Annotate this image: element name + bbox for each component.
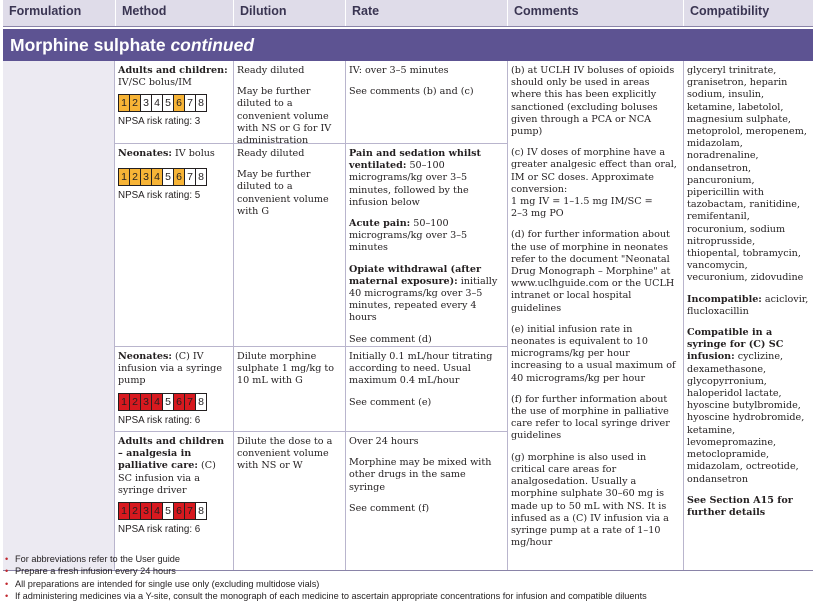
drug-title-band <box>3 29 813 61</box>
monograph-table <box>3 0 813 571</box>
syringe-paragraph <box>687 327 809 486</box>
rate-paragraph <box>349 218 503 255</box>
risk-cell: 3 <box>140 94 152 112</box>
risk-grid <box>118 393 229 411</box>
comment-e: (e) initial infusion rate in neonates is equivalent to 10 micrograms/kg per hour increasing to a usual maximum of 40 micrograms/kg per hour <box>511 323 676 384</box>
rate-text: See comment (f) <box>349 502 430 514</box>
risk-cell: 8 <box>195 393 207 411</box>
risk-cell: 3 <box>140 393 152 411</box>
risk-cell: 7 <box>184 502 196 520</box>
row-divider <box>114 431 507 432</box>
risk-cell: 7 <box>184 94 196 112</box>
risk-cell: 5 <box>162 94 174 112</box>
npsa-rating: NPSA risk rating: 6 <box>118 524 201 536</box>
method-subtitle: (C) IV infusion via a syringe pump <box>118 351 222 387</box>
dilution-text: May be further diluted to a convenient volume with NS or G for IV administration <box>237 86 332 147</box>
method-row-1 <box>114 62 233 132</box>
comment-c-conversion: 1 mg IV = 1–1.5 mg IM/SC = <box>511 196 653 208</box>
dilution-text: Ready diluted <box>237 148 305 159</box>
rate-text: See comment (e) <box>349 396 432 408</box>
method-subtitle: IV/SC bolus/IM <box>118 77 192 89</box>
risk-cell: 2 <box>129 94 141 112</box>
rate-text: Initially 0.1 mL/hour titrating according to need. Usual maximum 0.4 mL/hour <box>349 351 493 387</box>
table-body <box>3 61 813 571</box>
rate-text: 50–100 micrograms/kg over 3–5 minutes, followed by the infusion below <box>349 160 469 208</box>
dilution-row-4 <box>233 433 345 485</box>
syringe-title: Compatible in a syringe for (C) SC infusion: <box>687 327 784 363</box>
rate-text: Morphine may be mixed with other drugs in the same syringe <box>349 457 492 493</box>
risk-cell: 4 <box>151 393 163 411</box>
rate-text: Over 24 hours <box>349 436 419 447</box>
header-compatibility: Compatibility <box>683 0 813 26</box>
drug-name: Morphine sulphate <box>10 35 166 55</box>
rate-row-4 <box>345 433 507 527</box>
risk-cell: 6 <box>173 393 185 411</box>
bullet-icon: • <box>5 590 9 601</box>
risk-cell: 4 <box>151 502 163 520</box>
compatible-list: glyceryl trinitrate, granisetron, heparin sodium, insulin, ketamine, labetolol, magnesium sulphate, metoprolol, meropenem, midazolam, noradrenaline, ondansetron, pancuronium, pipericillin with tazobactam, ranitidine, remifentanil, rocuronium, sodium nitroprusside, thiopental, tobramycin, vancomycin, vecuronium, zidovudine <box>687 65 807 284</box>
incompatible-list: aciclovir, flucloxacillin <box>687 293 809 317</box>
rate-heading: Acute pain: <box>349 218 411 230</box>
rate-heading: Opiate withdrawal (after maternal exposure): <box>349 263 482 287</box>
risk-grid <box>118 94 229 112</box>
comment-g: (g) morphine is also used in critical care areas for analgosedation. Usually a morphine sulphate 30–60 mg is made up to 50 mL with NS. It is infused as a (C) IV infusion via a syringe pump at a rate of 1–10 mg/hour <box>511 451 669 549</box>
footer-item: • For abbreviations refer to the User guide <box>5 554 180 564</box>
method-title: Neonates: <box>118 351 172 362</box>
rate-row-1 <box>345 62 507 110</box>
dilution-row-3 <box>233 348 345 400</box>
header-rate: Rate <box>345 0 507 26</box>
npsa-rating: NPSA risk rating: 5 <box>118 190 201 202</box>
header-formulation: Formulation <box>9 4 82 18</box>
header-dilution: Dilution <box>233 0 345 26</box>
footer-item: • If administering medicines via a Y-site, consult the monograph of each medicine to ascertain appropriate concentrations for infusion and compatible diluents <box>5 590 647 601</box>
risk-cell: 6 <box>173 168 185 186</box>
rate-paragraph <box>349 148 503 209</box>
header-comments: Comments <box>507 0 683 26</box>
rate-paragraph <box>349 264 503 325</box>
footer-notes <box>5 553 647 602</box>
dilution-row-2 <box>233 145 345 230</box>
rate-text: See comment (d) <box>349 333 432 345</box>
comment-b: (b) at UCLH IV boluses of opioids should only be used in areas where this has been explicitly sanctioned (excluding boluses given through a PCA or NCA pump) <box>511 65 675 138</box>
risk-cell: 8 <box>195 168 207 186</box>
rate-text: IV: over 3–5 minutes <box>349 65 449 76</box>
dilution-text: Dilute the dose to a convenient volume with NS or W <box>237 436 333 472</box>
risk-cell: 7 <box>184 393 196 411</box>
risk-cell: 5 <box>162 393 174 411</box>
risk-cell: 4 <box>151 94 163 112</box>
incompatible-paragraph <box>687 294 809 318</box>
risk-cell: 6 <box>173 94 185 112</box>
rate-text: 50–100 micrograms/kg over 3–5 minutes <box>349 218 468 254</box>
risk-cell: 6 <box>173 502 185 520</box>
risk-cell: 4 <box>151 168 163 186</box>
method-row-4 <box>114 433 233 539</box>
method-row-3 <box>114 348 233 430</box>
risk-grid <box>118 168 229 186</box>
continued-label: continued <box>170 35 255 55</box>
rate-heading: Pain and sedation whilst ventilated: <box>349 148 481 172</box>
risk-cell: 8 <box>195 502 207 520</box>
bullet-icon: • <box>5 554 9 564</box>
table-header <box>3 0 813 27</box>
method-title: Adults and children – analgesia in palliative care: <box>118 436 225 472</box>
npsa-rating: NPSA risk rating: 6 <box>118 414 201 426</box>
dilution-text: Dilute morphine sulphate 1 mg/kg to 10 mL with G <box>237 351 335 387</box>
footer-item: • Prepare a fresh infusion every 24 hours <box>5 566 176 577</box>
comments-cell <box>507 62 683 561</box>
comment-c-conversion: 2–3 mg PO <box>511 208 564 220</box>
rate-text: initially 40 micrograms/kg over 3–5 minutes, repeated every 4 hours <box>349 275 498 324</box>
syringe-list: cyclizine, dexamethasone, glycopyrronium, haloperidol lactate, hyoscine butylbromide, hyoscine hydrobromide, ketamine, levomepromazine, metoclopramide, midazolam, octreotide, ondansetron <box>687 351 805 485</box>
incompatible-label: Incompatible: <box>687 293 762 305</box>
risk-cell: 5 <box>162 502 174 520</box>
risk-cell: 2 <box>129 393 141 411</box>
risk-grid <box>118 502 229 520</box>
method-title: Neonates: <box>118 148 172 159</box>
risk-cell: 1 <box>118 502 130 520</box>
dilution-text: May be further diluted to a convenient volume with G <box>237 169 329 217</box>
method-subtitle: IV bolus <box>171 148 215 159</box>
see-also: See Section A15 for further details <box>687 494 793 518</box>
risk-cell: 3 <box>140 502 152 520</box>
formulation-column <box>3 61 114 570</box>
bullet-icon: • <box>5 578 9 589</box>
bullet-icon: • <box>5 566 9 577</box>
npsa-rating: NPSA risk rating: 3 <box>118 116 201 128</box>
risk-cell: 1 <box>118 168 130 186</box>
risk-cell: 7 <box>184 168 196 186</box>
compatibility-cell <box>683 62 813 531</box>
risk-cell: 5 <box>162 168 174 186</box>
risk-cell: 1 <box>118 94 130 112</box>
dilution-text: Ready diluted <box>237 65 305 76</box>
risk-cell: 2 <box>129 502 141 520</box>
rate-text: See comments (b) and (c) <box>349 86 474 98</box>
comment-f: (f) for further information about the use of morphine in palliative care refer to local syringe driver guidelines <box>511 393 670 442</box>
header-method: Method <box>115 0 233 26</box>
rate-row-2 <box>345 145 507 358</box>
risk-cell: 1 <box>118 393 130 411</box>
comment-d: (d) for further information about the use of morphine in neonates refer to the document "Neonatal Drug Monograph – Morphine" at www.uclhguide.com or the UCLH intranet or local hospital guidelines <box>511 229 675 314</box>
comment-c: (c) IV doses of morphine have a greater analgesic effect than oral, IM or SC doses. Approximate conversion: <box>511 147 677 195</box>
risk-cell: 3 <box>140 168 152 186</box>
footer-item: • All preparations are intended for single use only (excluding multidose vials) <box>5 578 320 589</box>
method-subtitle: (C) SC infusion via a syringe driver <box>118 460 216 496</box>
method-title: Adults and children: <box>118 65 228 76</box>
method-row-2 <box>114 145 233 205</box>
risk-cell: 8 <box>195 94 207 112</box>
rate-row-3 <box>345 348 507 421</box>
risk-cell: 2 <box>129 168 141 186</box>
